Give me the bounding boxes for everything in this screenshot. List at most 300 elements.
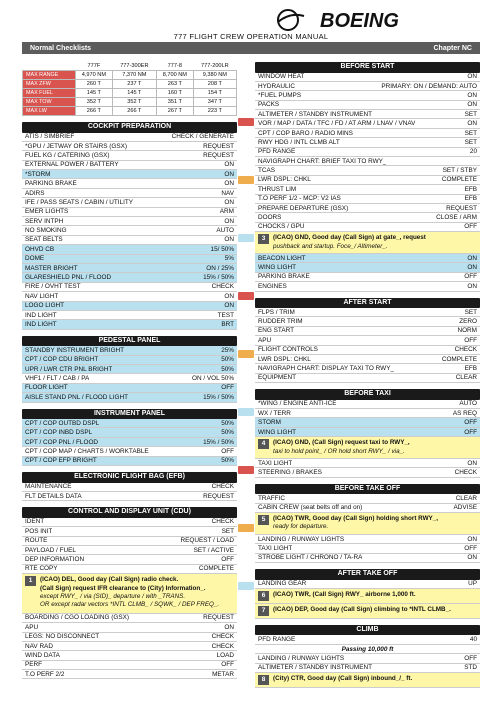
atc-call: [255, 437, 480, 459]
checklist-item: [22, 273, 237, 282]
weights-column-header: 777F: [75, 62, 112, 71]
page-header: [22, 8, 480, 40]
center-strip: [238, 118, 254, 718]
checklist-item: [22, 419, 237, 428]
item-label: EXTERNAL POWER / BATTERY: [25, 161, 119, 169]
item-value: AUTO: [216, 227, 234, 235]
weights-cell: 351 T: [156, 98, 193, 107]
item-label: CPT / COP OUTBD DSPL: [25, 419, 100, 427]
item-label: CPT / COP INBD DSPL: [25, 429, 93, 437]
checklist-item: [255, 327, 480, 336]
checklist-item: [255, 535, 480, 544]
checklist-item: [22, 651, 237, 660]
item-value: ON: [224, 217, 234, 225]
item-value: CHECK: [211, 633, 234, 641]
section-name: Normal Checklists: [30, 44, 92, 52]
item-value: SET: [464, 138, 477, 146]
section-header: INSTRUMENT PANEL: [22, 409, 237, 420]
section-header: BEFORE TAXI: [255, 389, 480, 400]
checklist-item: [255, 374, 480, 383]
checklist-item: [22, 365, 237, 374]
item-label: GLARESHIELD PNL / FLOOD: [25, 274, 112, 282]
checklist-item: [255, 544, 480, 553]
checklist-item: [255, 73, 480, 82]
checklist-item: [22, 374, 237, 383]
checklist-item: [255, 110, 480, 119]
checklist-item: [255, 494, 480, 503]
item-label: PFD RANGE: [258, 148, 296, 156]
atc-line: (ICAO) GND, Good day (Call Sign) at gate_, request: [273, 234, 426, 242]
weights-cell: 4,970 NM: [75, 71, 112, 80]
item-label: NAV RAD: [25, 642, 53, 650]
checklist-item: [255, 364, 480, 373]
atc-line: ready for departure.: [273, 523, 329, 531]
atc-call: [255, 513, 480, 535]
checklist-item: [22, 384, 237, 393]
checklist-item: [22, 447, 237, 456]
section-title-bar: [22, 42, 480, 54]
item-value: ON / 25%: [206, 264, 234, 272]
item-label: EQUIPMENT: [258, 374, 296, 382]
atc-call-number: 1: [25, 576, 36, 586]
item-label: PACKS: [258, 101, 280, 109]
weights-cell: 160 T: [156, 89, 193, 98]
checklist-item: [22, 565, 237, 574]
checklist-item: [255, 91, 480, 100]
item-value: CHECK / GENERATE: [171, 133, 234, 141]
checklist-item: [22, 546, 237, 555]
item-label: IFE / PASS SEATS / CABIN / UTILITY: [25, 198, 134, 206]
item-value: ADVISE: [453, 504, 477, 512]
checklist-item: [22, 492, 237, 501]
item-label: ADIRS: [25, 189, 45, 197]
item-value: ARM: [219, 208, 234, 216]
weights-column-header: 777-8: [156, 62, 193, 71]
item-label: IND LIGHT: [25, 321, 57, 328]
checklist-item: [255, 82, 480, 91]
checklist-item: [255, 468, 480, 477]
item-value: OFF: [221, 556, 234, 564]
checklist-section: [22, 409, 237, 466]
checklist-item: [255, 185, 480, 194]
atc-line: taxi to hold point_ / OR hold short RWY_ / via_.: [273, 447, 405, 455]
item-label: STORM: [258, 419, 281, 427]
checklist-item: [255, 148, 480, 157]
checklist-item: [22, 283, 237, 292]
item-value: METAR: [212, 670, 234, 678]
section-header: CLIMB: [255, 625, 480, 636]
brand-text: BOEING: [320, 10, 399, 32]
item-value: ON: [467, 120, 477, 128]
item-label: FLIGHT CONTROLS: [258, 346, 318, 354]
section-header: ELECTRONIC FLIGHT BAG (EFB): [22, 472, 237, 483]
item-value: 50%: [221, 457, 234, 465]
item-label: NO SMOKING: [25, 227, 67, 235]
item-label: WINDOW HEAT: [258, 73, 305, 81]
item-label: RWY HDG / INTL CLMB ALT: [258, 138, 340, 146]
checklist-item: [22, 217, 237, 226]
item-value: COMPLETE: [441, 176, 477, 184]
item-value: ON: [224, 236, 234, 244]
item-label: LWR DSPL: CHKL: [258, 355, 311, 363]
item-label: THRUST LIM: [258, 185, 297, 193]
item-label: MASTER BRIGHT: [25, 264, 78, 272]
item-value: 40: [469, 636, 477, 644]
checklist-item: [22, 438, 237, 447]
item-value: REQUEST: [203, 492, 234, 500]
item-value: SET / ACTIVE: [193, 546, 234, 554]
item-value: CLEAR: [455, 494, 477, 502]
checklist-item: [22, 189, 237, 198]
item-label: NAVIGRAPH CHART: BRIEF TAXI TO RWY_: [258, 157, 387, 165]
checklist-item: [255, 664, 480, 673]
item-value: OFF: [221, 447, 234, 455]
item-label: PARKING BRAKE: [25, 180, 77, 188]
checklist-item: [255, 273, 480, 282]
item-label: VOR / MAP / DATA / TFC / FD / AT ARM / LNAV / VNAV: [258, 120, 416, 128]
checklist-item: [255, 355, 480, 364]
item-value: OFF: [221, 661, 234, 669]
item-value: CHECK: [211, 483, 234, 491]
atc-call-text: [273, 606, 451, 614]
item-value: 5%: [224, 255, 234, 263]
item-label: FLOOR LIGHT: [25, 384, 68, 392]
checklist-item: [22, 236, 237, 245]
checklist-item: [255, 166, 480, 175]
item-value: 15% / 50%: [203, 393, 234, 401]
atc-call-text: [273, 234, 426, 251]
weights-cell: 266 T: [112, 107, 156, 116]
item-value: 15% / 50%: [203, 274, 234, 282]
item-value: ON: [467, 254, 477, 262]
item-value: OFF: [464, 223, 477, 231]
weights-cell: 267 T: [156, 107, 193, 116]
item-label: IND LIGHT: [25, 311, 57, 319]
checklist-item: [255, 317, 480, 326]
item-label: EMER LIGHTS: [25, 208, 69, 216]
item-value: OFF: [464, 654, 477, 662]
item-label: PARKING BRAKE: [258, 273, 310, 281]
checklist-item: [22, 245, 237, 254]
manual-title: 777 FLIGHT CREW OPERATION MANUAL: [173, 32, 329, 41]
weights-row: [23, 98, 237, 107]
weights-column-header: 777-300ER: [112, 62, 156, 71]
item-label: TAXI LIGHT: [258, 544, 293, 552]
item-value: ON: [467, 282, 477, 290]
item-label: STEERING / BRAKES: [258, 469, 322, 477]
item-value: ON: [224, 292, 234, 300]
checklist-item: [22, 457, 237, 466]
checklist-item: [255, 223, 480, 232]
item-value: 50%: [221, 356, 234, 364]
item-value: LOAD: [216, 652, 234, 659]
checklist-item: [22, 142, 237, 151]
item-label: SERV INTPH: [25, 217, 64, 225]
item-label: DEP INFORMATION: [25, 556, 85, 564]
checklist-item: [255, 400, 480, 409]
item-label: POS INIT: [25, 527, 53, 535]
checklist-item: [22, 633, 237, 642]
item-label: BOARDING / CGO LOADING (GSX): [25, 614, 130, 622]
item-value: OFF: [464, 273, 477, 281]
item-label: WIND DATA: [25, 652, 60, 659]
weights-cell: 263 T: [156, 80, 193, 89]
checklist-item: [255, 346, 480, 355]
atc-call-text: [273, 675, 412, 683]
checklist-item: [22, 151, 237, 160]
item-label: *GPU / JETWAY OR STAIRS (GSX): [25, 142, 128, 150]
item-label: STROBE LIGHT / CHRONO / TA-RA: [258, 554, 363, 562]
item-label: CPT / COP EFP BRIGHT: [25, 457, 97, 465]
weights-row: [23, 89, 237, 98]
atc-call-number: 6: [258, 591, 269, 601]
weights-cell: 352 T: [75, 98, 112, 107]
checklist-item: [22, 428, 237, 437]
item-label: RUDDER TRIM: [258, 318, 303, 326]
item-label: FLT DETAILS DATA: [25, 492, 82, 500]
checklist-section: [22, 122, 237, 330]
item-value: OFF: [464, 428, 477, 436]
item-label: OHVD CB: [25, 245, 55, 253]
item-label: PFD RANGE: [258, 636, 296, 644]
checklist-item: [255, 138, 480, 147]
item-label: WX / TERR: [258, 409, 291, 417]
weights-row: [23, 107, 237, 116]
item-value: CHECK: [454, 469, 477, 477]
weights-cell: 145 T: [112, 89, 156, 98]
item-label: *FUEL PUMPS: [258, 91, 302, 99]
after-takeoff-section: [255, 569, 480, 619]
atc-call: [255, 589, 480, 604]
item-label: ATIS / SIMBRIEF: [25, 133, 75, 141]
item-label: NAVIGRAPH CHART: DISPLAY TAXI TO RWY_: [258, 365, 395, 373]
checklist-item: [255, 308, 480, 317]
item-value: ZERO: [459, 318, 477, 326]
weights-cell: 8,700 NM: [156, 71, 193, 80]
item-label: AISLE STAND PNL / FLOOD LIGHT: [25, 393, 128, 401]
checklist-item: [22, 133, 237, 142]
atc-line: (ICAO) DEP, Good day (Call Sign) climbing to *INTL CLMB_.: [273, 605, 451, 613]
item-value: 50%: [221, 429, 234, 437]
checklist-item: [255, 654, 480, 663]
item-label: STANDBY INSTRUMENT BRIGHT: [25, 346, 125, 354]
checklist-item: [22, 483, 237, 492]
item-label: CPT / COP CDU BRIGHT: [25, 356, 99, 364]
section-header: CONTROL AND DISPLAY UNIT (CDU): [22, 507, 237, 518]
weights-column-header: 777-200LR: [193, 62, 236, 71]
item-label: CPT / COP MAP / CHARTS / WORKTABLE: [25, 447, 149, 455]
weights-cell: 154 T: [193, 89, 236, 98]
section-header: COCKPIT PREPARATION: [22, 122, 237, 133]
item-label: FLPS / TRIM: [258, 308, 295, 316]
checklist-item: [22, 226, 237, 235]
item-label: PERF: [25, 661, 43, 669]
item-label: CPT / COP PNL / FLOOD: [25, 438, 99, 446]
atc-call-number: 3: [258, 234, 269, 244]
item-value: REQUEST: [446, 204, 477, 212]
item-value: ON: [467, 264, 477, 272]
checklist-item: [22, 161, 237, 170]
weights-cell: 260 T: [75, 80, 112, 89]
checklist-item: [22, 208, 237, 217]
item-label: LOGO LIGHT: [25, 302, 65, 310]
atc-call-number: 7: [258, 606, 269, 616]
item-label: PREPARE DEPARTURE (GSX): [258, 204, 349, 212]
item-value: NORM: [457, 327, 477, 335]
left-column: [22, 62, 237, 679]
atc-call-number: 4: [258, 439, 269, 449]
weights-cell: 9,380 NM: [193, 71, 236, 80]
item-label: CABIN CREW (seat belts off and on): [258, 504, 363, 512]
item-value: SET: [464, 110, 477, 118]
item-value: ON: [467, 91, 477, 99]
item-value: OFF: [221, 384, 234, 392]
item-value: CLEAR: [455, 374, 477, 382]
checklist-item: [22, 518, 237, 527]
item-value: ON: [467, 535, 477, 543]
checklist-item: [22, 527, 237, 536]
checklist-item: [22, 179, 237, 188]
item-value: COMPLETE: [198, 565, 234, 573]
checklist-item: [22, 642, 237, 651]
atc-call-text: [273, 591, 416, 599]
weights-cell: 352 T: [112, 98, 156, 107]
item-label: WING LIGHT: [258, 428, 296, 436]
before-start-section: [255, 62, 480, 292]
checklist-item: [255, 176, 480, 185]
checklist-item: [22, 555, 237, 564]
item-value: REQUEST / LOAD: [180, 537, 234, 545]
weights-row-label: MAX LW: [23, 107, 76, 116]
atc-line: (Call Sign) request IFR clearance to (City) Information_.: [40, 584, 206, 592]
item-label: ROUTE: [25, 537, 48, 545]
checklist-section: [22, 472, 237, 501]
item-label: IDENT: [25, 518, 45, 526]
item-value: ON: [224, 180, 234, 188]
checklist-item: [255, 157, 480, 166]
checklist-item: [22, 170, 237, 179]
checklist-item: [22, 320, 237, 329]
checklist-item: [22, 356, 237, 365]
atc-line: (ICAO) DEL, Good day (Call Sign) radio check.: [40, 576, 179, 584]
item-value: PRIMARY: ON / DEMAND: AUTO: [381, 82, 477, 90]
checklist-section: [22, 507, 237, 574]
item-value: 50%: [221, 419, 234, 427]
checklist-item: [22, 264, 237, 273]
weights-cell: 347 T: [193, 98, 236, 107]
checklist-item: [255, 282, 480, 291]
checklist-item: [255, 195, 480, 204]
checklist-item: [255, 554, 480, 563]
checklist-item: [255, 409, 480, 418]
weights-row: [23, 71, 237, 80]
checklist-item: [22, 537, 237, 546]
checklist-item: [255, 129, 480, 138]
item-value: ON: [224, 161, 234, 169]
checklist-item: [255, 459, 480, 468]
item-value: 20: [469, 148, 477, 156]
item-value: SET: [464, 308, 477, 316]
item-value: 15/ 50%: [210, 245, 234, 253]
chapter-name: Chapter NC: [433, 44, 472, 52]
checklist-item: [255, 504, 480, 513]
item-value: OFF: [464, 419, 477, 427]
item-value: ON: [467, 101, 477, 109]
section-header: PEDESTAL PANEL: [22, 336, 237, 347]
item-label: ENGINES: [258, 282, 287, 290]
atc-call-number: 8: [258, 675, 269, 685]
item-value: CHECK: [211, 518, 234, 526]
item-label: LEGS: NO DISCONNECT: [25, 633, 100, 641]
item-label: FIRE / OVHT TEST: [25, 283, 81, 291]
item-value: ON: [224, 198, 234, 206]
item-label: LANDING GEAR: [258, 580, 307, 588]
item-label: APU: [25, 623, 39, 631]
item-label: T.O PERF 2/2: [25, 670, 65, 678]
item-value: STD: [464, 664, 477, 672]
item-label: *STORM: [25, 170, 51, 178]
item-label: ALTIMETER / STANDBY INSTRUMENT: [258, 110, 372, 118]
section-header: AFTER TAKE OFF: [255, 569, 480, 580]
checklist-item: [22, 198, 237, 207]
item-label: RTE COPY: [25, 565, 58, 573]
checklist-item: [255, 580, 480, 589]
checklist-item: [22, 302, 237, 311]
item-label: BEACON LIGHT: [258, 254, 306, 262]
section-header: AFTER START: [255, 298, 480, 309]
weights-cell: 7,370 NM: [112, 71, 156, 80]
item-label: HYDRAULIC: [258, 82, 295, 90]
item-label: PAYLOAD / FUEL: [25, 546, 76, 554]
weights-cell: 266 T: [75, 107, 112, 116]
weights-row-label: MAX TOW: [23, 98, 76, 107]
item-value: TEST: [217, 311, 234, 319]
checklist-item: [22, 623, 237, 632]
boeing-logo: [260, 8, 480, 32]
item-label: CPT / COP BARO / RADIO MINS: [258, 129, 353, 137]
atc-call-1: [22, 574, 237, 614]
item-label: WING LIGHT: [258, 264, 296, 272]
item-value: ON / VOL 50%: [191, 375, 234, 383]
item-label: DOME: [25, 255, 45, 263]
item-value: CHECK: [454, 346, 477, 354]
atc-line: (ICAO) GND, (Call Sign) request taxi to RWY_,: [273, 439, 410, 447]
item-value: CHECK: [211, 642, 234, 650]
item-value: ON: [467, 459, 477, 467]
item-label: LANDING / RUNWAY LIGHTS: [258, 535, 345, 543]
item-value: SET: [464, 129, 477, 137]
item-value: BRT: [221, 321, 234, 328]
item-value: ON: [224, 302, 234, 310]
checklist-item: [255, 213, 480, 222]
atc-call: [255, 673, 480, 688]
checklist-item: [255, 254, 480, 263]
item-label: VHF1 / FLT / CAB / PA: [25, 375, 90, 383]
item-value: NAV: [221, 189, 234, 197]
item-label: LWR DSPL: CHKL: [258, 176, 311, 184]
atc-line: OR except radar vectors *INTL CLMB_ / SQWK_ / DEP FREQ_.: [40, 601, 220, 609]
section-header: BEFORE START: [255, 62, 480, 73]
before-taxi-section: [255, 389, 480, 478]
atc-line: (ICAO) TWR, Good day (Call Sign) holding short RWY_,: [273, 515, 438, 523]
item-label: SEAT BELTS: [25, 236, 63, 244]
item-value: AS REQ: [452, 409, 477, 417]
checklist-item: [22, 661, 237, 670]
weights-cell: 208 T: [193, 80, 236, 89]
checklist-item: [255, 635, 480, 644]
item-label: ALTIMETER / STANDBY INSTRUMENT: [258, 664, 372, 672]
item-value: ON: [224, 170, 234, 178]
